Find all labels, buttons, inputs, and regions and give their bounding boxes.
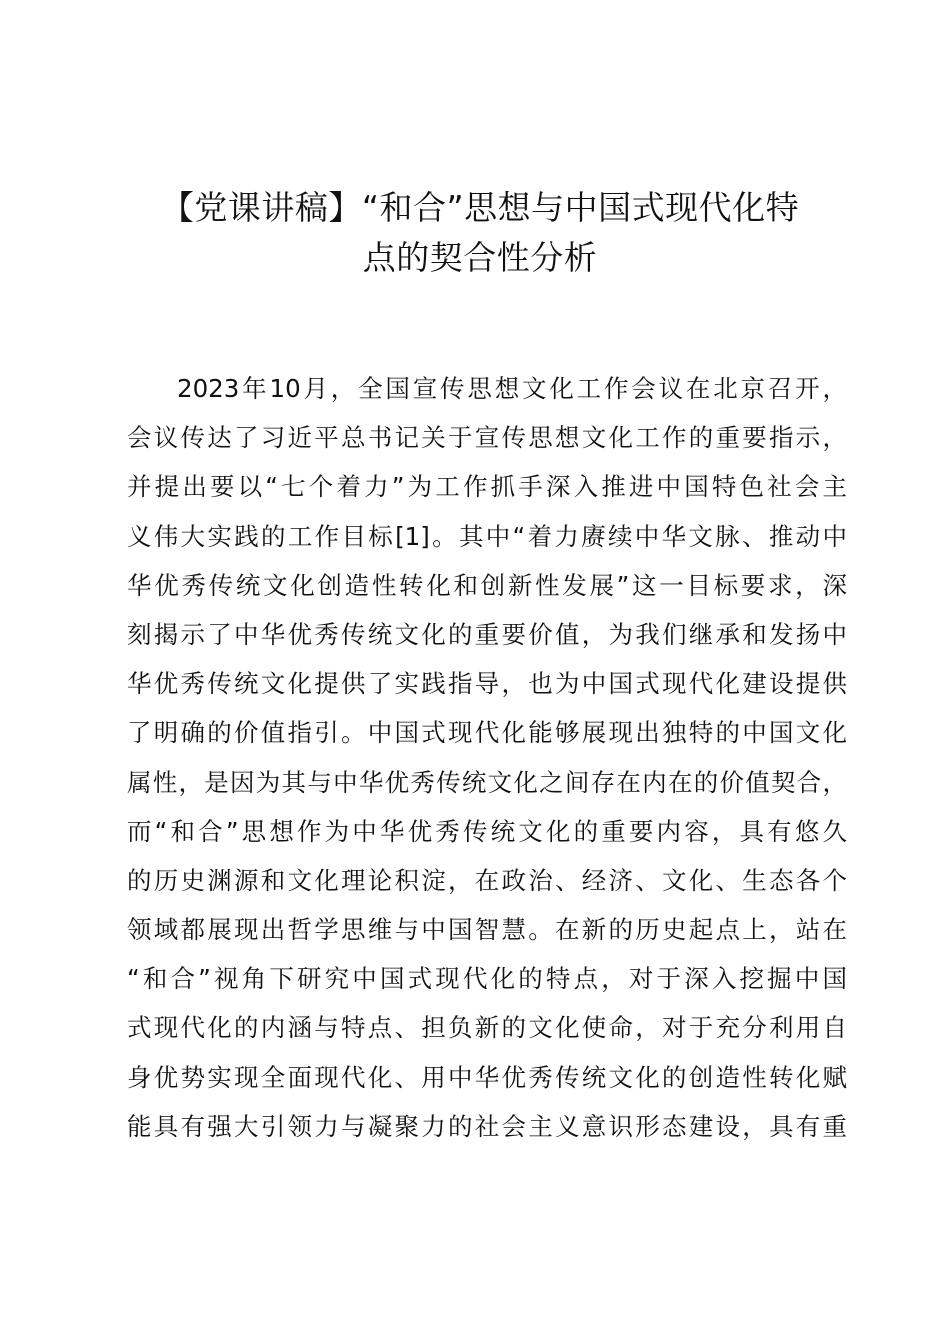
- paragraph-line: 属性，是因为其与中华优秀传统文化之间存在内在的价值契合，: [127, 767, 847, 797]
- paragraph-line: 了明确的价值指引。中国式现代化能够展现出独特的中国文化: [127, 718, 847, 748]
- paragraph-line: 身优势实现全面现代化、用中华优秀传统文化的创造性转化赋: [127, 1062, 847, 1092]
- paragraph-line: 刻揭示了中华优秀传统文化的重要价值，为我们继承和发扬中: [127, 619, 847, 649]
- paragraph-line: 的历史渊源和文化理论积淀，在政治、经济、文化、生态各个: [127, 865, 847, 895]
- paragraph-line: 2023年10月，全国宣传思想文化工作会议在北京召开，: [177, 374, 847, 403]
- paragraph-line: 会议传达了习近平总书记关于宣传思想文化工作的重要指示，: [127, 423, 847, 453]
- paragraph-line: 义伟大实践的工作目标[1]。其中“着力赓续中华文脉、推动中: [127, 521, 847, 551]
- paragraph-line: 华优秀传统文化创造性转化和创新性发展”这一目标要求，深: [127, 570, 847, 600]
- body-paragraph: [127, 364, 847, 1151]
- title-line: 点的契合性分析: [362, 238, 598, 277]
- paragraph-line: 并提出要以“七个着力”为工作抓手深入推进中国特色社会主: [127, 472, 847, 502]
- title-line: 【党课讲稿】“和合”思想与中国式现代化特: [160, 188, 800, 227]
- paragraph-line: “和合”视角下研究中国式现代化的特点，对于深入挖掘中国: [127, 964, 847, 994]
- paragraph-line: 领域都展现出哲学思维与中国智慧。在新的历史起点上，站在: [127, 915, 847, 945]
- paragraph-line: 能具有强大引领力与凝聚力的社会主义意识形态建设，具有重: [127, 1111, 847, 1141]
- paragraph-line: 而“和合”思想作为中华优秀传统文化的重要内容，具有悠久: [127, 816, 847, 846]
- paragraph-line: 式现代化的内涵与特点、担负新的文化使命，对于充分利用自: [127, 1013, 847, 1043]
- document-title: [120, 183, 840, 283]
- paragraph-line: 华优秀传统文化提供了实践指导，也为中国式现代化建设提供: [127, 669, 847, 699]
